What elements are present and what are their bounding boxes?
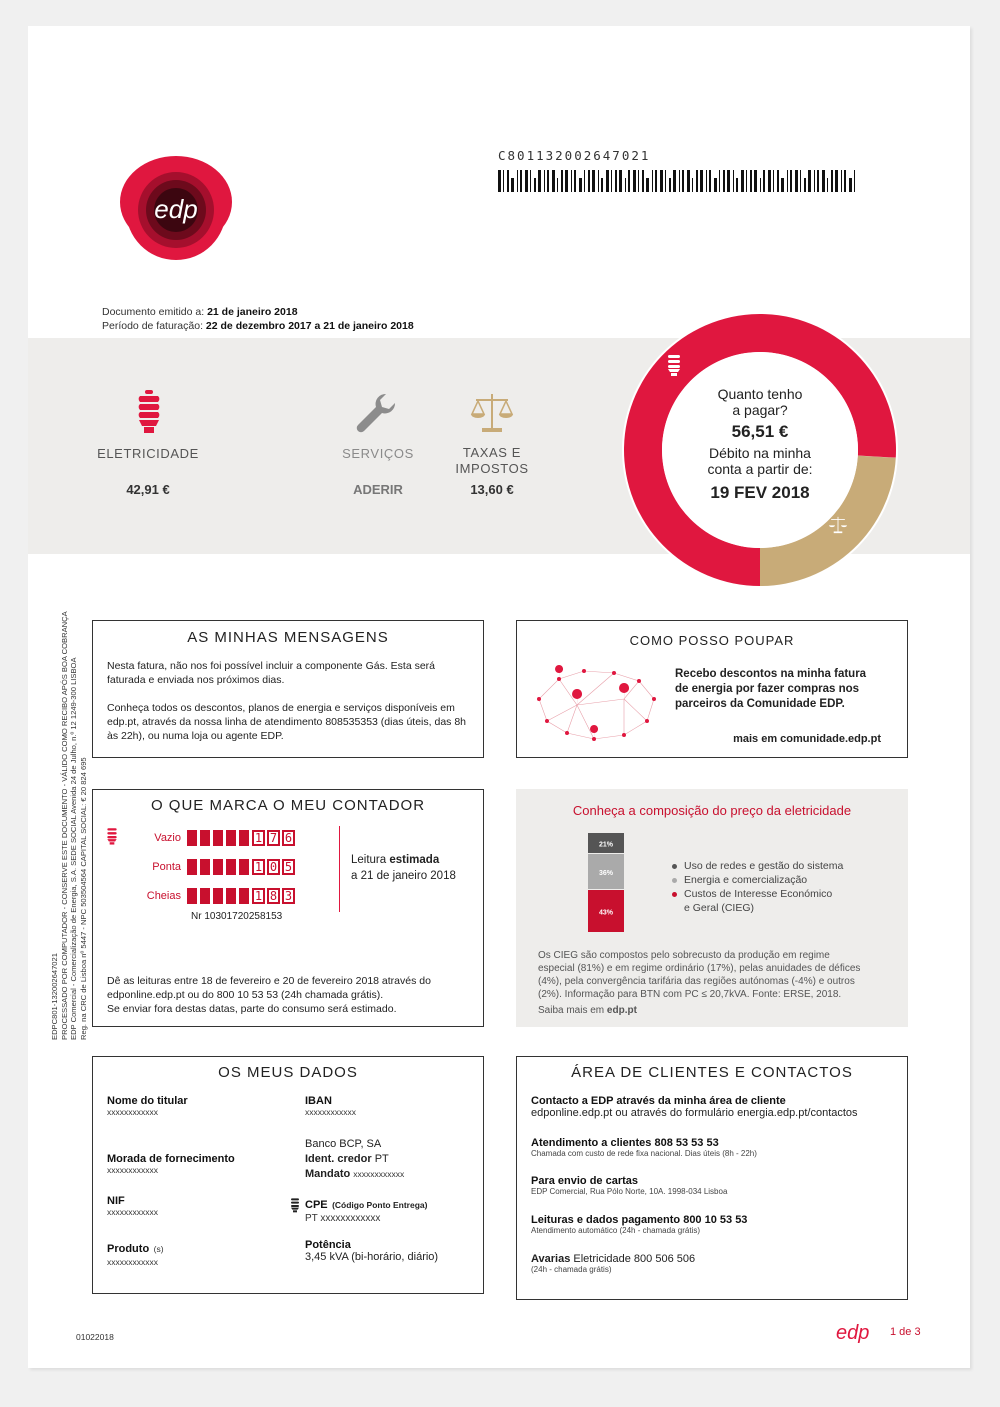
taxes-label bbox=[428, 445, 556, 477]
taxes-label-line2: IMPOSTOS bbox=[455, 461, 529, 476]
barcode-bar bbox=[511, 178, 514, 192]
meter-blank-cell bbox=[213, 888, 224, 904]
barcode-bar bbox=[628, 170, 630, 192]
divider bbox=[339, 826, 340, 912]
meter-footer-line: Dê as leituras entre 18 de fevereiro e 20 de fevereiro 2018 através do bbox=[107, 975, 431, 987]
barcode-bar bbox=[679, 170, 680, 192]
contact-readings-text: Atendimento automático (24h - chamada grátis) bbox=[531, 1226, 700, 1235]
meter-blank-cell bbox=[239, 830, 250, 846]
reading-type bbox=[351, 852, 456, 884]
meter-digits bbox=[187, 830, 295, 846]
more-prefix: Saiba mais em bbox=[538, 1005, 607, 1016]
edp-link[interactable]: edp.pt bbox=[606, 1005, 637, 1016]
contact-area bbox=[531, 1095, 901, 1119]
period-value: 22 de dezembro 2017 a 21 de janeiro 2018 bbox=[205, 320, 414, 332]
barcode-bar bbox=[498, 170, 501, 192]
meter-row bbox=[123, 830, 295, 846]
barcode-bar bbox=[733, 170, 734, 192]
bank-field bbox=[305, 1137, 404, 1182]
product-suffix: (s) bbox=[153, 1244, 164, 1254]
failures-rest: Eletricidade 800 506 506 bbox=[570, 1253, 696, 1265]
meter-blank-cell bbox=[239, 888, 250, 904]
barcode-bar bbox=[687, 170, 690, 192]
failures-bold: Avarias bbox=[531, 1253, 571, 1265]
product-value: xxxxxxxxxxxx bbox=[107, 1257, 158, 1267]
barcode-bar bbox=[719, 170, 720, 192]
barcode-bar bbox=[665, 170, 666, 192]
barcode-bar bbox=[552, 170, 555, 192]
services-join-link[interactable]: ADERIR bbox=[353, 482, 403, 497]
messages-title: AS MINHAS MENSAGENS bbox=[187, 629, 389, 646]
barcode-bar bbox=[652, 170, 653, 192]
contacts-box bbox=[516, 1056, 908, 1300]
contacts-title: ÁREA DE CLIENTES E CONTACTOS bbox=[571, 1064, 853, 1081]
barcode-bar bbox=[804, 178, 806, 192]
meter-row-label: Cheias bbox=[146, 890, 181, 902]
reading-estimated: estimada bbox=[389, 854, 440, 866]
barcode-bar bbox=[669, 178, 671, 192]
contact-phone-title: Atendimento a clientes 808 53 53 53 bbox=[531, 1137, 719, 1149]
contact-readings bbox=[531, 1214, 747, 1235]
barcode-bar bbox=[835, 170, 838, 192]
barcode-bar bbox=[530, 170, 531, 192]
barcode-bar bbox=[611, 170, 612, 192]
barcode-bar bbox=[777, 170, 779, 192]
barcode-bar bbox=[646, 178, 649, 192]
my-data-box bbox=[92, 1056, 484, 1294]
barcode-bar bbox=[814, 170, 815, 192]
barcode-bar bbox=[787, 170, 788, 192]
iban-value: xxxxxxxxxxxx bbox=[305, 1107, 356, 1117]
meter-box bbox=[92, 789, 484, 1027]
barcode-bar bbox=[844, 170, 846, 192]
barcode-bar bbox=[525, 170, 528, 192]
logo-text: edp bbox=[154, 194, 198, 224]
document-code: C801132002647021 bbox=[498, 148, 651, 163]
services-label: SERVIÇOS bbox=[342, 446, 414, 461]
electricity-value: 42,91 € bbox=[126, 482, 170, 497]
meter-digit: 1 bbox=[252, 859, 265, 875]
barcode-bar bbox=[822, 170, 825, 192]
side-line-3: EDP Comercial - Comercialização de Energia, S.A. SEDE SOCIAL Avenida 24 de Julho, n.º 12 1249-300 LISBOA bbox=[69, 657, 78, 1040]
scales-icon bbox=[470, 392, 514, 434]
barcode-bar bbox=[781, 178, 784, 192]
meter-digits bbox=[187, 888, 295, 904]
barcode-bar bbox=[673, 170, 676, 192]
meter-blank-cell bbox=[200, 888, 211, 904]
nif-value: xxxxxxxxxxxx bbox=[107, 1207, 158, 1217]
msg-line: às 22h), ou numa loja ou agente EDP. bbox=[107, 730, 284, 742]
barcode-bar bbox=[827, 178, 828, 192]
contact-failures-text: (24h - chamada grátis) bbox=[531, 1265, 612, 1274]
meter-footer-line: edponline.edp.pt ou do 800 10 53 53 (24h chamada grátis). bbox=[107, 989, 384, 1001]
barcode-bar bbox=[574, 170, 576, 192]
meter-digit: 3 bbox=[282, 888, 295, 904]
composition-text bbox=[538, 949, 888, 1001]
barcode-bar bbox=[773, 170, 774, 192]
save-title: COMO POSSO POUPAR bbox=[629, 633, 795, 648]
address-field bbox=[107, 1153, 235, 1175]
save-text bbox=[675, 667, 903, 712]
my-data-title: OS MEUS DADOS bbox=[218, 1064, 358, 1081]
barcode-bar bbox=[706, 170, 707, 192]
barcode-bar bbox=[790, 170, 792, 192]
meter-digit: 1 bbox=[252, 830, 265, 846]
meter-footer-line: Se enviar fora destas datas, parte do consumo será estimado. bbox=[107, 1003, 397, 1015]
barcode-bar bbox=[544, 170, 545, 192]
reading-date: a 21 de janeiro 2018 bbox=[351, 870, 456, 882]
barcode-bar bbox=[598, 170, 599, 192]
power-label: Potência bbox=[305, 1239, 351, 1251]
barcode-bar bbox=[700, 170, 703, 192]
barcode-bar bbox=[723, 170, 725, 192]
barcode-bar bbox=[561, 170, 563, 192]
barcode-bar bbox=[682, 170, 684, 192]
creditor-value: PT bbox=[374, 1153, 389, 1165]
emitted-label: Documento emitido a: bbox=[102, 306, 205, 318]
barcode-bar bbox=[841, 170, 842, 192]
barcode-bar bbox=[849, 178, 852, 192]
barcode-bar bbox=[584, 170, 585, 192]
barcode-bar bbox=[571, 170, 572, 192]
msg-line: faturada e enviada nos próximos dias. bbox=[107, 674, 285, 686]
electricity-label: ELETRICIDADE bbox=[97, 446, 199, 461]
barcode-bar bbox=[503, 170, 504, 192]
price-stack-chart bbox=[576, 833, 636, 933]
question-line2: a pagar? bbox=[732, 402, 788, 418]
cpe-value: PT xxxxxxxxxxxx bbox=[305, 1213, 381, 1224]
meter-lightbulb-icon bbox=[105, 824, 119, 848]
barcode-bar bbox=[534, 178, 536, 192]
barcode-bar bbox=[831, 170, 833, 192]
taxes-label-line1: TAXAS E bbox=[462, 445, 522, 460]
barcode-bar bbox=[750, 170, 752, 192]
save-line: de energia por fazer compras nos bbox=[675, 683, 860, 695]
save-line: Recebo descontos na minha fatura bbox=[675, 668, 867, 680]
barcode-bar bbox=[817, 170, 819, 192]
barcode bbox=[498, 170, 858, 192]
side-line-1: EDPC801-132002647021 bbox=[50, 953, 59, 1040]
nif-label: NIF bbox=[107, 1195, 125, 1207]
donut-center bbox=[660, 350, 860, 550]
contact-phone-text: Chamada com custo de rede fixa nacional. Dias úteis (8h - 22h) bbox=[531, 1149, 757, 1158]
contact-letters-title: Para envio de cartas bbox=[531, 1175, 639, 1187]
community-link[interactable]: mais em comunidade.edp.pt bbox=[733, 733, 881, 745]
bill-page bbox=[28, 26, 970, 1368]
contact-letters-text: EDP Comercial, Rua Pólo Norte, 10A. 1998-034 Lisboa bbox=[531, 1187, 728, 1196]
comp-line: (4%), pela convergência tarifária das regiões autónomas (-4%) e outros bbox=[538, 976, 855, 987]
meter-digit: 7 bbox=[267, 830, 280, 846]
total-amount: 56,51 € bbox=[731, 422, 789, 441]
barcode-bar bbox=[520, 170, 522, 192]
barcode-bar bbox=[746, 170, 747, 192]
meter-blank-cell bbox=[226, 859, 237, 875]
barcode-bar bbox=[696, 170, 698, 192]
comp-line: Os CIEG são compostos pelo sobrecusto da produção em regime bbox=[538, 950, 830, 961]
barcode-bar bbox=[601, 178, 603, 192]
legend-item-energy: Energia e comercialização bbox=[672, 873, 843, 887]
meter-blank-cell bbox=[200, 830, 211, 846]
document-meta bbox=[102, 305, 414, 333]
messages-box bbox=[92, 620, 484, 758]
msg-line: edp.pt, através da nossa linha de atendimento 808535353 (dias úteis, das 8h bbox=[107, 716, 467, 728]
meter-digit: 8 bbox=[267, 888, 280, 904]
period-label: Período de faturação: bbox=[102, 320, 203, 332]
bar-label: 43% bbox=[598, 909, 614, 917]
comp-line: (2%). Informação para BTN com PC ≤ 20,7kVA. Fonte: ERSE, 2018. bbox=[538, 989, 842, 1000]
barcode-bar bbox=[615, 170, 617, 192]
question-line1: Quanto tenho bbox=[717, 386, 803, 402]
barcode-bar bbox=[565, 170, 568, 192]
legend-item-networks: Uso de redes e gestão do sistema bbox=[672, 859, 843, 873]
meter-serial: Nr 10301720258153 bbox=[191, 911, 283, 922]
barcode-bar bbox=[606, 170, 609, 192]
composition-legend bbox=[672, 859, 843, 915]
barcode-bar bbox=[588, 170, 590, 192]
barcode-bar bbox=[736, 178, 738, 192]
debit-date: 19 FEV 2018 bbox=[710, 483, 810, 502]
contact-area-title: Contacto a EDP através da minha área de cliente bbox=[531, 1095, 786, 1107]
cpe-label: CPE bbox=[305, 1199, 328, 1211]
holder-label: Nome do titular bbox=[107, 1095, 188, 1107]
nif-field bbox=[107, 1195, 158, 1217]
price-composition-panel bbox=[516, 789, 908, 1027]
meter-digit: 5 bbox=[282, 859, 295, 875]
iban-field bbox=[305, 1095, 356, 1117]
barcode-bar bbox=[547, 170, 549, 192]
contact-readings-title: Leituras e dados pagamento 800 10 53 53 bbox=[531, 1214, 748, 1226]
bank-name: Banco BCP, SA bbox=[305, 1138, 382, 1150]
meter-blank-cell bbox=[200, 859, 211, 875]
barcode-bar bbox=[517, 170, 518, 192]
product-field bbox=[107, 1239, 164, 1267]
composition-title: Conheça a composição do preço da eletricidade bbox=[572, 803, 852, 818]
barcode-bar bbox=[660, 170, 663, 192]
wrench-icon bbox=[354, 390, 400, 436]
barcode-bar bbox=[633, 170, 636, 192]
contact-failures bbox=[531, 1253, 695, 1274]
meter-blank-cell bbox=[187, 859, 198, 875]
barcode-bar bbox=[709, 170, 711, 192]
meter-row-label: Vazio bbox=[154, 832, 181, 844]
power-value: 3,45 kVA (bi-horário, diário) bbox=[305, 1251, 439, 1263]
legend-item-cieg: Custos de Interesse Económico bbox=[672, 887, 843, 901]
meter-blank-cell bbox=[213, 830, 224, 846]
barcode-bar bbox=[741, 170, 744, 192]
product-label: Produto bbox=[107, 1243, 150, 1255]
meter-row bbox=[123, 859, 295, 875]
msg-line: Conheça todos os descontos, planos de energia e serviços disponíveis em bbox=[107, 702, 455, 714]
power-field bbox=[305, 1239, 438, 1263]
meter-blank-cell bbox=[187, 830, 198, 846]
meter-blank-cell bbox=[239, 859, 250, 875]
holder-value: xxxxxxxxxxxx bbox=[107, 1107, 158, 1117]
meter-blank-cell bbox=[187, 888, 198, 904]
save-box bbox=[516, 620, 908, 758]
barcode-bar bbox=[642, 170, 644, 192]
barcode-bar bbox=[638, 170, 639, 192]
legal-side-text bbox=[50, 611, 88, 1040]
address-label: Morada de fornecimento bbox=[107, 1153, 235, 1165]
community-network-icon bbox=[529, 659, 669, 745]
mandate-value: xxxxxxxxxxxx bbox=[353, 1169, 405, 1179]
page-number: 1 de 3 bbox=[890, 1326, 921, 1338]
cpe-lightbulb-icon bbox=[289, 1195, 301, 1215]
barcode-bar bbox=[768, 170, 771, 192]
holder-field bbox=[107, 1095, 188, 1117]
bar-label: 36% bbox=[598, 870, 614, 877]
barcode-bar bbox=[854, 170, 855, 192]
emitted-value: 21 de janeiro 2018 bbox=[207, 306, 298, 318]
cpe-sub: (Código Ponto Entrega) bbox=[332, 1200, 428, 1210]
contact-phone bbox=[531, 1137, 757, 1158]
meter-digit: 0 bbox=[267, 859, 280, 875]
barcode-bar bbox=[507, 170, 509, 192]
contact-area-text[interactable]: edponline.edp.pt ou através do formulário energia.edp.pt/contactos bbox=[531, 1107, 858, 1119]
barcode-bar bbox=[579, 178, 582, 192]
mandate-label: Mandato bbox=[305, 1168, 351, 1180]
barcode-bar bbox=[625, 178, 626, 192]
barcode-bar bbox=[557, 178, 558, 192]
msg-line: Nesta fatura, não nos foi possível incluir a componente Gás. Esta será bbox=[107, 660, 436, 672]
meter-digits bbox=[187, 859, 295, 875]
meter-row-label: Ponta bbox=[152, 861, 181, 873]
barcode-bar bbox=[795, 170, 798, 192]
meter-row bbox=[123, 888, 295, 904]
taxes-value: 13,60 € bbox=[470, 482, 514, 497]
barcode-bar bbox=[714, 178, 717, 192]
barcode-bar bbox=[800, 170, 801, 192]
footer-edp-logo: edp bbox=[836, 1322, 870, 1344]
comp-line: especial (81%) e em regime ordinário (17%), pelas anuidades de défices bbox=[538, 963, 861, 974]
messages-body bbox=[107, 659, 477, 743]
meter-blank-cell bbox=[226, 888, 237, 904]
side-line-4: Reg. na CRC de Lisboa nº 5447 - NPC 503504564 CAPITAL SOCIAL: € 20 824 695 bbox=[78, 757, 88, 1040]
meter-blank-cell bbox=[213, 859, 224, 875]
meter-digit: 6 bbox=[282, 830, 295, 846]
iban-label: IBAN bbox=[305, 1095, 332, 1107]
barcode-bar bbox=[538, 170, 541, 192]
barcode-bar bbox=[692, 178, 693, 192]
meter-title: O QUE MARCA O MEU CONTADOR bbox=[150, 797, 426, 814]
barcode-bar bbox=[619, 170, 622, 192]
composition-more bbox=[538, 1005, 637, 1016]
meter-footer bbox=[107, 974, 477, 1016]
barcode-bar bbox=[655, 170, 657, 192]
cpe-field bbox=[305, 1195, 427, 1224]
legend-item-cieg-cont: e Geral (CIEG) bbox=[684, 902, 755, 914]
meter-blank-cell bbox=[226, 830, 237, 846]
bar-label: 21% bbox=[598, 841, 614, 849]
edp-logo bbox=[120, 154, 232, 260]
barcode-bar bbox=[727, 170, 730, 192]
barcode-bar bbox=[808, 170, 811, 192]
debit-line1: Débito na minha bbox=[709, 445, 811, 461]
meter-digit: 1 bbox=[252, 888, 265, 904]
barcode-bar bbox=[760, 178, 761, 192]
side-line-2: PROCESSADO POR COMPUTADOR - CONSERVE ESTE DOCUMENTO - VÁLIDO COMO RECIBO APÓS BOA COBRANÇA bbox=[59, 611, 69, 1040]
reading-prefix: Leitura bbox=[351, 854, 390, 866]
debit-line2: conta a partir de: bbox=[707, 461, 813, 477]
barcode-bar bbox=[592, 170, 595, 192]
barcode-bar bbox=[754, 170, 757, 192]
footer-code: 01022018 bbox=[76, 1332, 114, 1342]
address-value: xxxxxxxxxxxx bbox=[107, 1165, 158, 1175]
contact-letters bbox=[531, 1175, 727, 1196]
save-line: parceiros da Comunidade EDP. bbox=[675, 698, 845, 710]
barcode-bar bbox=[763, 170, 765, 192]
lightbulb-icon bbox=[136, 390, 162, 436]
creditor-label: Ident. credor bbox=[305, 1153, 372, 1165]
